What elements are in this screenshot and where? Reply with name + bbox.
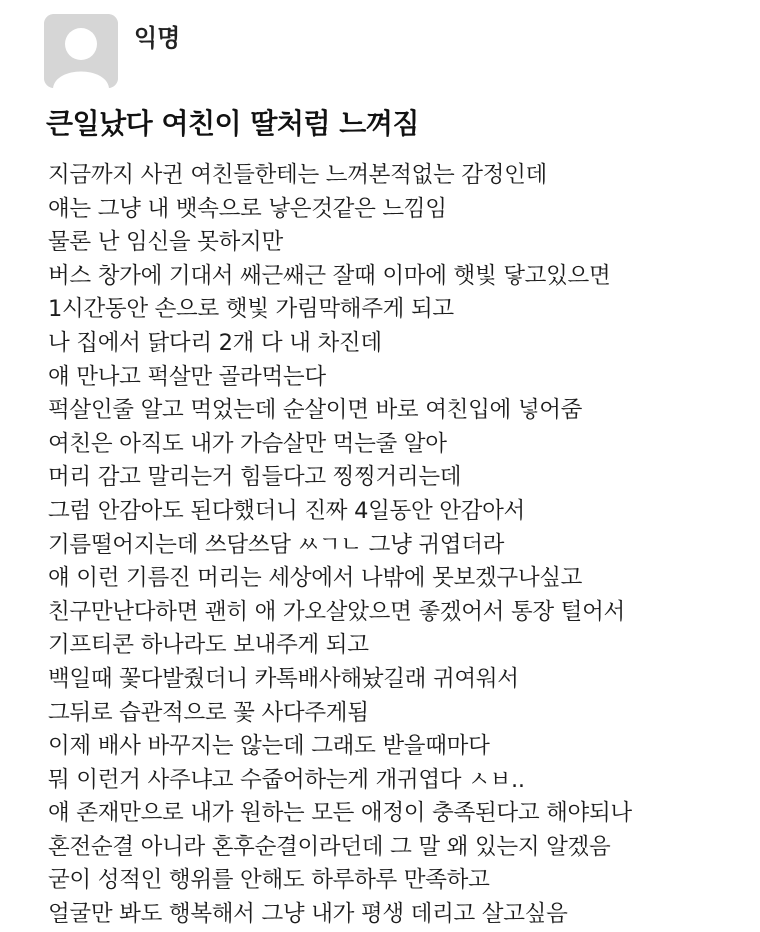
post-line: 물론 난 임신을 못하지만: [48, 229, 283, 256]
post-line: 그럼 안감아도 된다했더니 진짜 4일동안 안감아서: [48, 497, 525, 524]
post-line: 퍽살인줄 알고 먹었는데 순살이면 바로 여친입에 넣어줌: [48, 397, 583, 424]
post-line: 뭐 이런거 사주냐고 수줍어하는게 개귀엽다 ㅅㅂ..: [48, 766, 525, 793]
post-line: 머리 감고 말리는거 힘들다고 찡찡거리는데: [48, 464, 462, 491]
post-line: 친구만난다하면 괜히 애 가오살았으면 좋겠어서 통장 털어서: [48, 598, 625, 625]
post-line: 얼굴만 봐도 행복해서 그냥 내가 평생 데리고 살고싶음: [48, 901, 568, 928]
post-line: 굳이 성적인 행위를 안해도 하루하루 만족하고: [48, 867, 490, 894]
post-header: [44, 14, 180, 88]
post-line: 1시간동안 손으로 햇빛 가림막해주게 되고: [48, 296, 454, 323]
post-line: 얘 이런 기름진 머리는 세상에서 나밖에 못보겠구나싶고: [48, 565, 583, 592]
post-line: 이제 배사 바꾸지는 않는데 그래도 받을때마다: [48, 733, 490, 760]
author-name[interactable]: 익명: [134, 24, 181, 52]
post-line: 얘 만나고 퍽살만 골라먹는다: [48, 363, 326, 390]
post-line: 그뒤로 습관적으로 꽃 사다주게됨: [48, 699, 369, 726]
default-user-avatar-icon[interactable]: [44, 14, 118, 88]
post-line: 기름떨어지는데 쓰담쓰담 ㅆㄱㄴ 그냥 귀엽더라: [48, 531, 505, 558]
post-line: 백일때 꽃다발줬더니 카톡배사해놨길래 귀여워서: [48, 665, 519, 692]
post-line: 여친은 아직도 내가 가슴살만 먹는줄 알아: [48, 430, 447, 457]
post-line: 얘 존재만으로 내가 원하는 모든 애정이 충족된다고 해야되나: [48, 800, 632, 827]
post-line: 지금까지 사귄 여친들한테는 느껴본적없는 감정인데: [48, 162, 547, 188]
post-line: 얘는 그냥 내 뱃속으로 낳은것같은 느낌임: [48, 195, 447, 222]
post-line: 혼전순결 아니라 혼후순결이라던데 그 말 왜 있는지 알겠음: [48, 833, 611, 860]
post-body: [48, 159, 748, 932]
post-line: 버스 창가에 기대서 쌔근쌔근 잘때 이마에 햇빛 닿고있으면: [48, 262, 611, 289]
post-line: 기프티콘 하나라도 보내주게 되고: [48, 632, 369, 659]
post-title: 큰일났다 여친이 딸처럼 느껴짐: [46, 107, 419, 140]
post-line: 나 집에서 닭다리 2개 다 내 차진데: [48, 329, 382, 356]
